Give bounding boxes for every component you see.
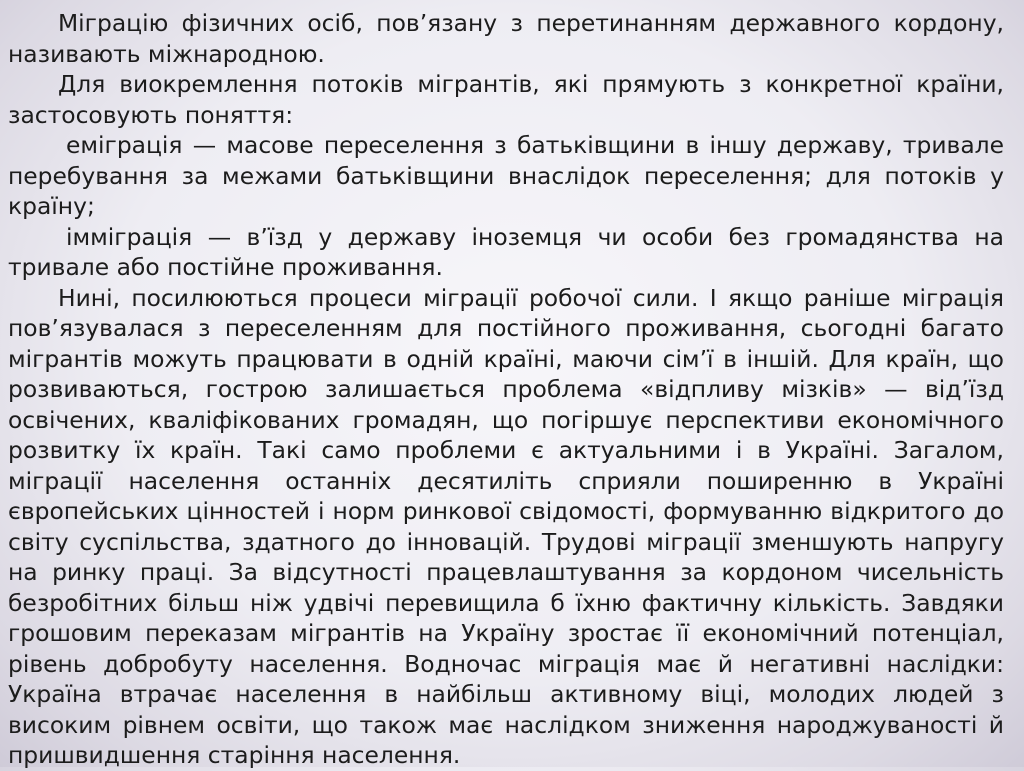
paragraph-migrant-flows: Для виокремлення потоків мігрантів, які прямують з конкретної країни, застосовують поняття: [8,70,1004,129]
paragraph-international-migration: Міграцію фізичних осіб, пов’язану з перетинанням державного кордону, називають міжнародною. [8,9,1004,68]
paragraph-immigration-definition: імміграція — в’їзд у державу іноземця чи особи без громадянства на тривале або постійне проживання. [8,222,1004,281]
document-text [8,8,1004,771]
paragraph-labor-migration: Нині, посилюються процеси міграції робочої сили. І якщо раніше міграція пов’язувалася з переселенням для постійного проживання, сьогодні багато мігрантів можуть працювати в одній країні, маючи сім’ї в іншій. Для країн, що розвиваються, гострою залишається проблема «відпливу мізків» — від’їзд освічених, кваліфікованих громадян, що погіршує перспективи економічного розвитку їх країн. Такі само проблеми є актуальними і в Україні. Загалом, міграції населення останніх десятиліть сприяли поширенню в Україні європейських цінностей і норм ринкової свідомості, формуванню відкритого до світу суспільства, здатного до інновацій. Трудові міграції зменшують напругу на ринку праці. За відсутності працевлаштування за кордоном чисельність безробітних більш ніж удвічі перевищила б їхню фактичну кількість. Завдяки грошовим переказам мігрантів на Україну зростає її економічний потенціал, рівень добробуту населення. Водночас міграція має й негативні наслідки: Україна втрачає населення в найбільш активному віці, молодих людей з високим рівнем освіти, що також має наслідком зниження народжуваності й пришвидшення старіння населення. [8,283,1004,769]
paragraph-emigration-definition: еміграція — масове переселення з батьківщини в іншу державу, тривале перебування за межами батьківщини внаслідок переселення; для потоків у країну; [8,131,1004,220]
